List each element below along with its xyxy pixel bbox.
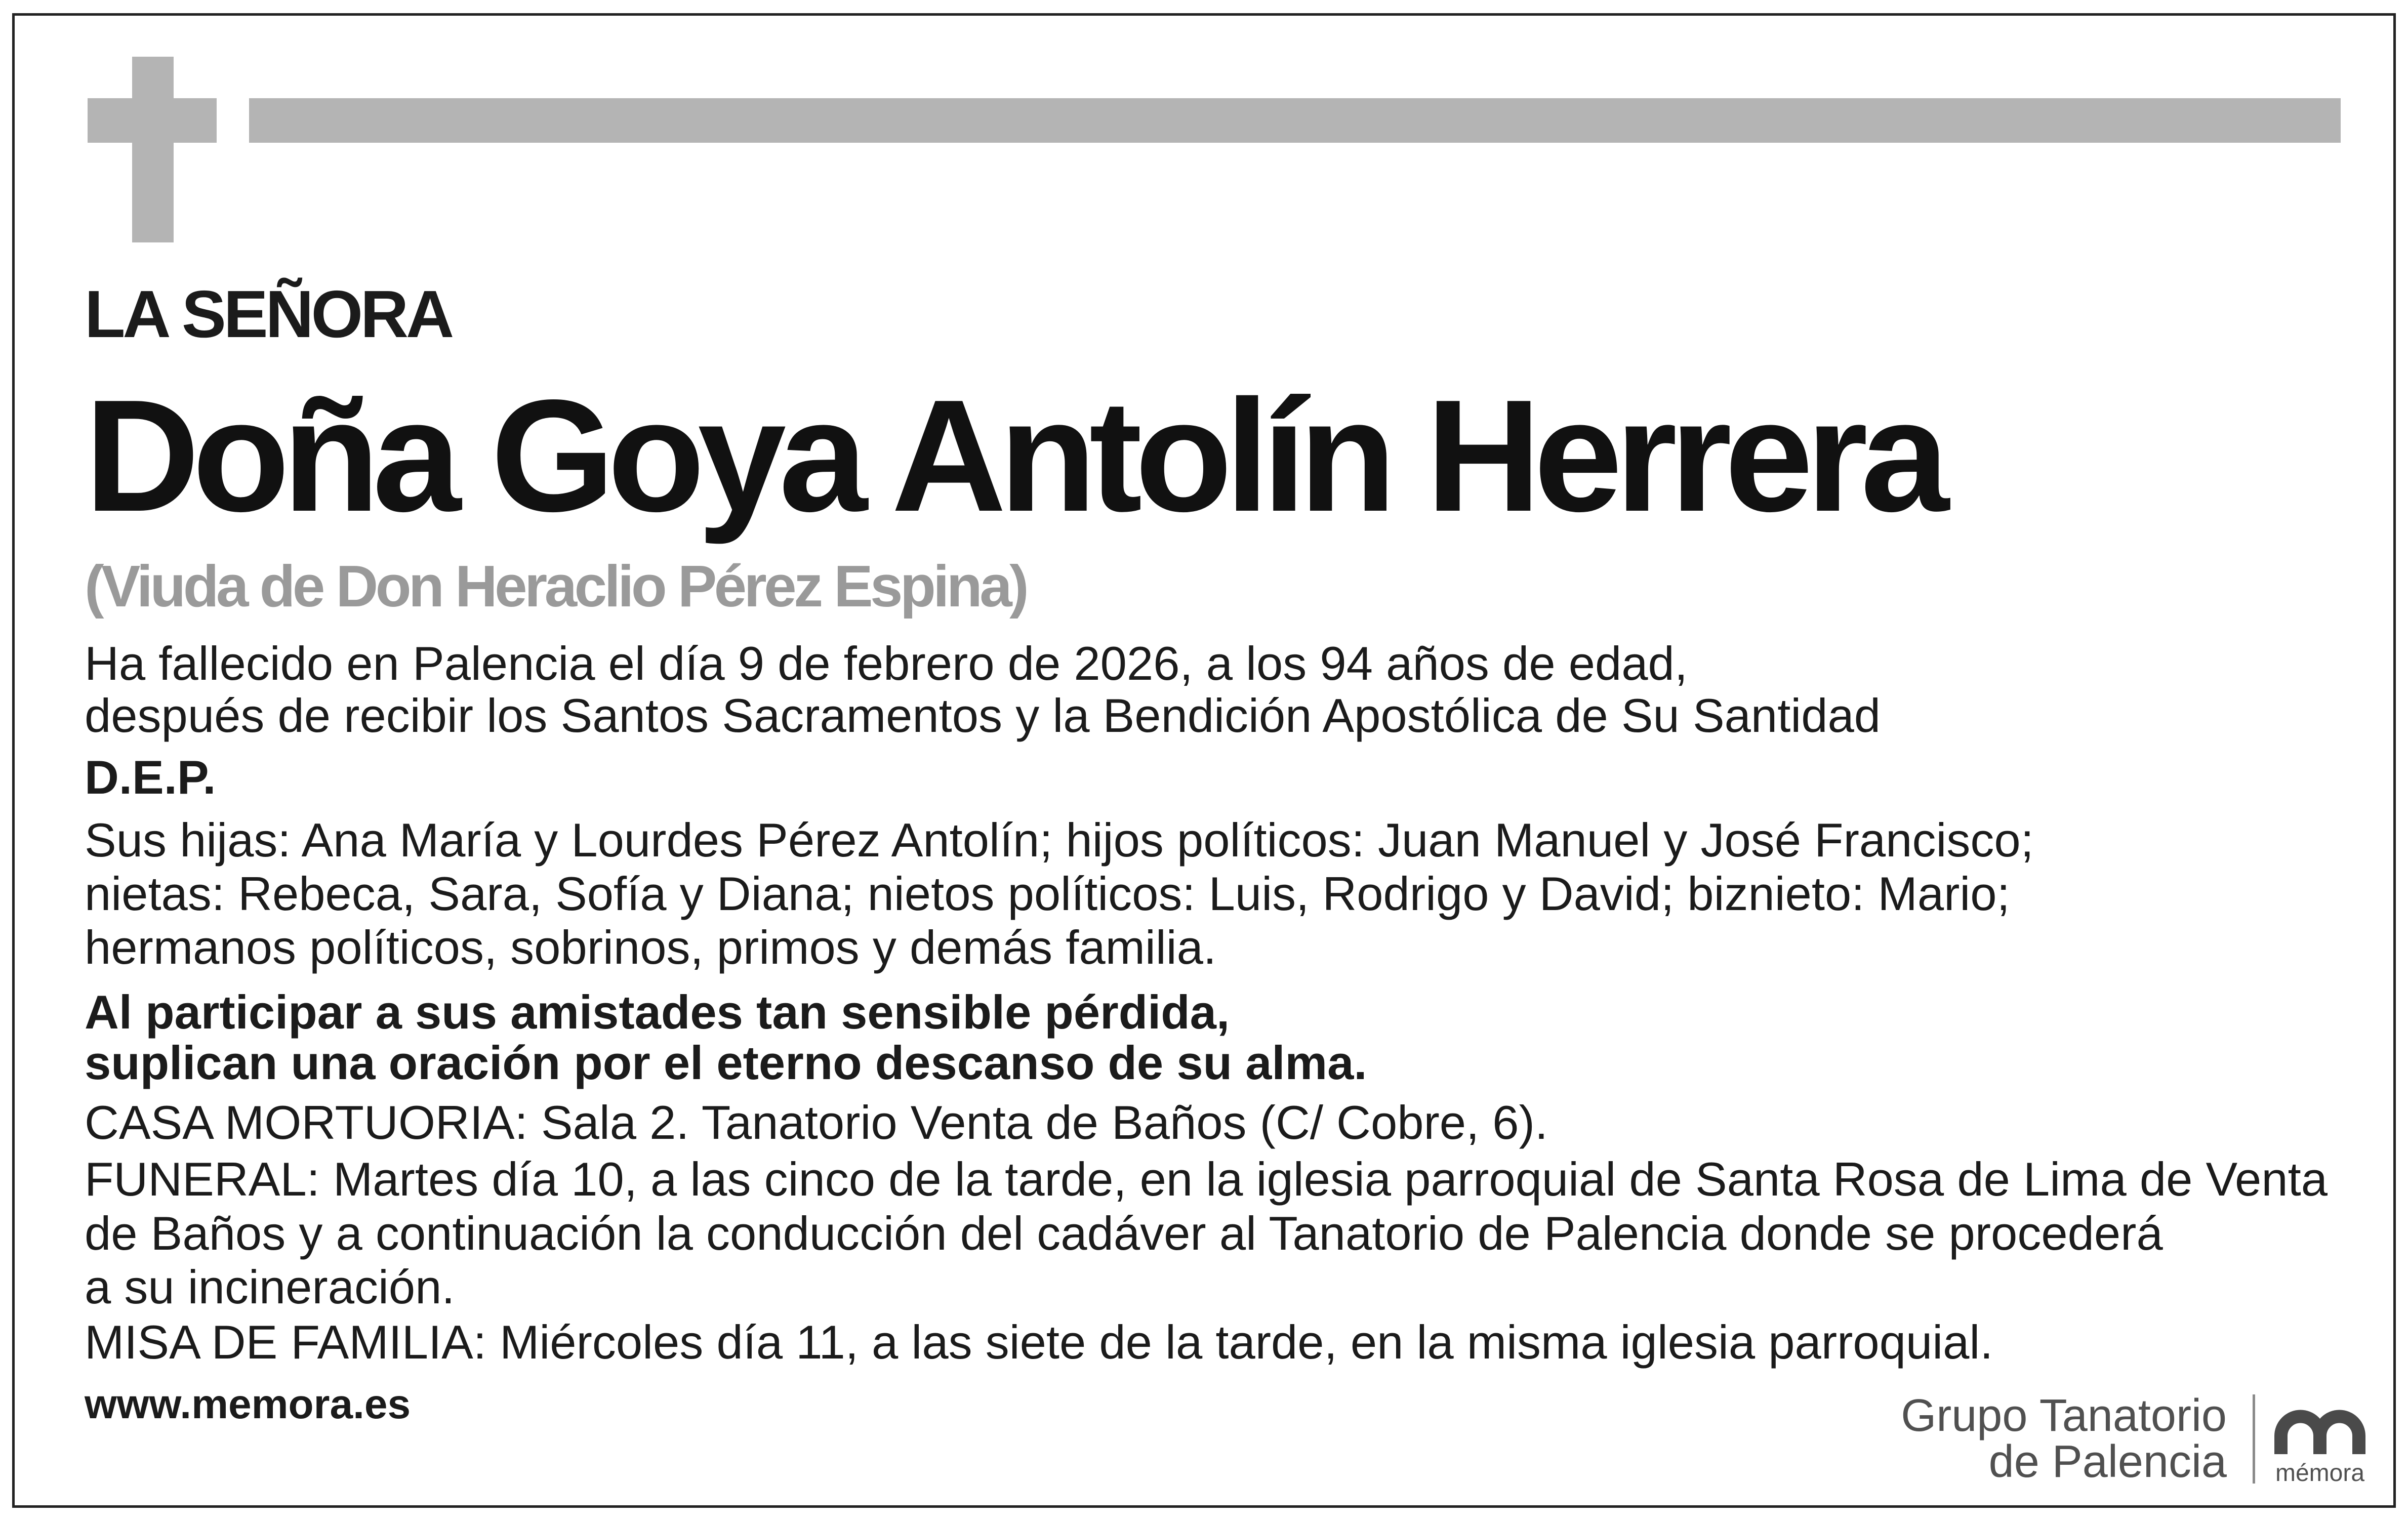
memora-logo-icon — [2274, 1410, 2365, 1454]
cross-vertical-bar — [132, 57, 174, 242]
family-mass-info: MISA DE FAMILIA: Miércoles día 11, a las siete de la tarde, en la misma iglesia parroquial. — [85, 1315, 1993, 1369]
header-rule — [249, 98, 2341, 143]
title-prefix: LA SEÑORA — [85, 277, 452, 351]
funeral-line: a su incineración. — [85, 1260, 455, 1313]
announcement-line: después de recibir los Santos Sacramentos y la Bendición Apostólica de Su Santidad — [85, 689, 1881, 742]
cross-horizontal-bar — [88, 98, 217, 143]
prayer-request-line: suplican una oración por el eterno descanso de su alma. — [85, 1036, 1367, 1089]
logo-wordmark: mémora — [2275, 1460, 2365, 1487]
company-name-line: Grupo Tanatorio — [1901, 1390, 2227, 1441]
deceased-name: Doña Goya Antolín Herrera — [85, 366, 1942, 545]
funeral-line: de Baños y a continuación la conducción del cadáver al Tanatorio de Palencia donde se procederá — [85, 1207, 2163, 1260]
company-name-line: de Palencia — [1988, 1436, 2227, 1487]
memora-logo-mark — [2281, 1417, 2359, 1455]
funeral-line: FUNERAL: Martes día 10, a las cinco de la tarde, en la iglesia parroquial de Santa Rosa de Lima de Venta — [85, 1152, 2328, 1206]
announcement-line: Ha fallecido en Palencia el día 9 de febrero de 2026, a los 94 años de edad, — [85, 637, 1688, 690]
family-line: Sus hijas: Ana María y Lourdes Pérez Antolín; hijos políticos: Juan Manuel y José Francisco; — [85, 813, 2034, 867]
family-line: nietas: Rebeca, Sara, Sofía y Diana; nietos políticos: Luis, Rodrigo y David; biznieto: Mario; — [85, 867, 2010, 920]
family-line: hermanos políticos, sobrinos, primos y demás familia. — [85, 921, 1216, 974]
rip-abbreviation: D.E.P. — [85, 751, 216, 804]
footer-divider — [2253, 1394, 2255, 1484]
prayer-request-line: Al participar a sus amistades tan sensible pérdida, — [85, 985, 1230, 1039]
funeral-home-info: CASA MORTUORIA: Sala 2. Tanatorio Venta de Baños (C/ Cobre, 6). — [85, 1096, 1548, 1149]
cross-icon — [88, 57, 217, 242]
widow-note: (Viuda de Don Heraclio Pérez Espina) — [85, 553, 1027, 619]
website-text: www.memora.es — [85, 1381, 411, 1427]
